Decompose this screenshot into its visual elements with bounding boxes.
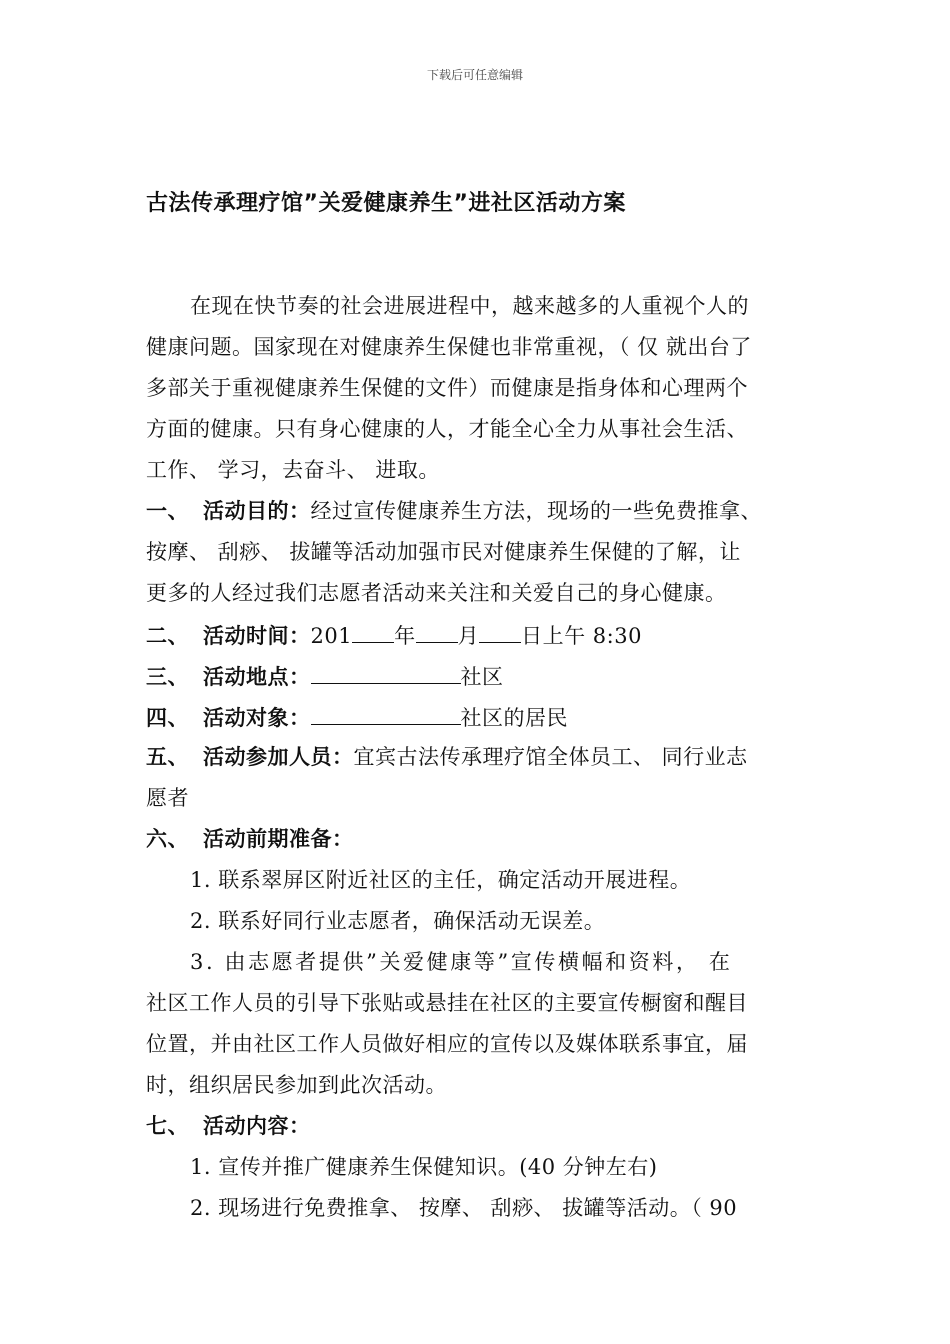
intro-line: 工作、 学习，去奋斗、 进取。	[146, 458, 440, 482]
section-label: 活动前期准备：	[203, 827, 354, 851]
list-item: 3. 由志愿者提供”关爱健康等”宣传横幅和资料， 在	[190, 950, 733, 974]
list-item: 2. 联系好同行业志愿者，确保活动无误差。	[190, 909, 606, 933]
section-text-line: 按摩、 刮痧、 拔罐等活动加强市民对健康养生保健的了解，让	[146, 540, 741, 564]
location-blank	[311, 661, 461, 684]
section-participants	[146, 743, 748, 771]
audience-suffix: 社区的居民	[460, 706, 568, 730]
section-label: 活动参加人员：	[203, 745, 354, 769]
section-number: 六、	[146, 827, 189, 851]
document-title: 古法传承理疗馆”关爱健康养生”进社区活动方案	[146, 191, 626, 216]
section-label: 活动对象：	[203, 706, 311, 730]
month-unit: 月	[457, 624, 480, 648]
year-prefix: 201	[310, 624, 353, 648]
list-item-continued: 时，组织居民参加到此次活动。	[146, 1073, 447, 1097]
section-number: 七、	[146, 1114, 189, 1138]
list-item-continued: 社区工作人员的引导下张贴或悬挂在社区的主要宣传橱窗和醒目	[146, 991, 748, 1015]
intro-line: 多部关于重视健康养生保健的文件）而健康是指身体和心理两个	[146, 376, 748, 400]
day-blank	[479, 620, 521, 643]
list-item-continued: 位置，并由社区工作人员做好相应的宣传以及媒体联系事宜，届	[146, 1032, 748, 1056]
section-text: 经过宣传健康养生方法，现场的一些免费推拿、	[310, 499, 762, 523]
day-time: 日上午 8:30	[521, 624, 642, 648]
section-number: 三、	[146, 665, 189, 689]
section-audience	[146, 702, 568, 732]
section-location	[146, 661, 504, 691]
section-text-line: 更多的人经过我们志愿者活动来关注和关爱自己的身心健康。	[146, 581, 727, 605]
section-text: 宜宾古法传承理疗馆全体员工、 同行业志	[353, 745, 748, 769]
year-unit: 年	[394, 624, 416, 648]
list-item: 2. 现场进行免费推拿、 按摩、 刮痧、 拔罐等活动。（ 90	[190, 1196, 738, 1220]
list-item: 1. 宣传并推广健康养生保健知识。(40 分钟左右)	[190, 1155, 658, 1179]
section-label: 活动内容：	[203, 1114, 311, 1138]
section-number: 一、	[146, 499, 189, 523]
month-blank	[416, 620, 458, 643]
section-number: 五、	[146, 745, 189, 769]
section-label: 活动地点：	[203, 665, 311, 689]
section-label: 活动目的：	[203, 499, 311, 523]
section-text-line: 愿者	[146, 786, 189, 810]
list-item: 1. 联系翠屏区附近社区的主任，确定活动开展进程。	[190, 868, 692, 892]
section-content	[146, 1112, 311, 1140]
intro-line: 方面的健康。只有身心健康的人，才能全心全力从事社会生活、	[146, 417, 748, 441]
section-time	[146, 620, 642, 650]
header-note: 下载后可任意编辑	[426, 68, 523, 82]
intro-line: 健康问题。国家现在对健康养生保健也非常重视，（ 仅 就出台了	[146, 335, 752, 359]
intro-line: 在现在快节奏的社会进展进程中，越来越多的人重视个人的	[190, 294, 749, 318]
section-preparation	[146, 825, 354, 853]
section-number: 四、	[146, 706, 189, 730]
year-blank	[352, 620, 394, 643]
section-label: 活动时间：	[203, 624, 311, 648]
section-number: 二、	[146, 624, 189, 648]
section-purpose	[146, 497, 762, 525]
audience-blank	[311, 702, 461, 725]
location-suffix: 社区	[460, 665, 504, 689]
